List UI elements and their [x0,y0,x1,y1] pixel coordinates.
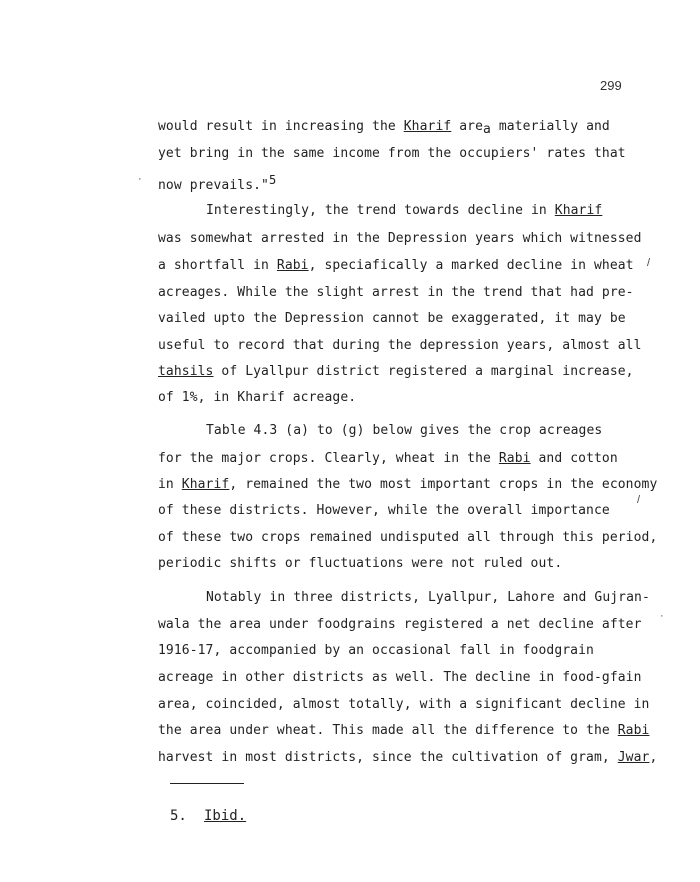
margin-tick-mark: / [647,257,651,269]
term-jwar: Jwar [617,750,650,765]
paragraph-4-line-6: the area under wheat. This made all the difference to the Rabi [158,723,650,738]
paragraph-4-line-4: acreage in other districts as well. The decline in food-gfain [158,670,642,685]
paragraph-4-line-2: wala the area under foodgrains registered a net decline after [158,617,642,632]
paragraph-1-line-2: yet bring in the same income from the occupiers' rates that [158,146,626,161]
paragraph-2-line-5: vailed upto the Depression cannot be exaggerated, it may be [158,311,626,326]
paragraph-2-line-6: useful to record that during the depression years, almost all [158,338,642,353]
margin-dot-mark: · [660,610,664,622]
paragraph-4-line-1: Notably in three districts, Lyallpur, Lahore and Gujran- [206,590,650,605]
paragraph-1-line-3: now prevails."$^5$ [158,173,277,193]
paragraph-2-line-7: tahsils of Lyallpur district registered a marginal increase, [158,364,634,379]
paragraph-4-line-7: harvest in most districts, since the cultivation of gram, Jwar, [158,750,658,765]
term-kharif: Kharif [403,119,452,134]
footnote-divider [170,783,244,784]
paragraph-3-line-5: of these two crops remained undisputed all through this period, [158,530,658,545]
paragraph-3-line-2: for the major crops. Clearly, wheat in the Rabi and cotton [158,451,618,466]
paragraph-2-line-2: was somewhat arrested in the Depression years which witnessed [158,231,642,246]
page-number: 299 [600,78,622,93]
paragraph-4-line-5: area, coincided, almost totally, with a significant decline in [158,697,650,712]
paragraph-3-line-3: in Kharif, remained the two most important crops in the economy [158,477,658,492]
margin-dot-mark: · [138,173,142,185]
term-rabi: Rabi [617,723,650,738]
term-kharif: Kharif [181,477,230,492]
paragraph-2-line-8: of 1%, in Kharif acreage. [158,390,357,405]
paragraph-2-line-3: a shortfall in Rabi, speciafically a marked decline in wheat [158,258,634,273]
paragraph-4-line-3: 1916-17, accompanied by an occasional fall in foodgrain [158,643,594,658]
term-rabi: Rabi [276,258,309,273]
paragraph-2-line-1: Interestingly, the trend towards decline in Kharif [206,203,603,218]
footnote-number: 5. [170,808,187,824]
footnote-text: Ibid. [204,808,247,824]
term-rabi: Rabi [498,451,531,466]
paragraph-3-line-4: of these districts. However, while the overall importance [158,503,610,518]
footnote-ref: 5 [268,173,277,187]
paragraph-2-line-4: acreages. While the slight arrest in the trend that had pre- [158,285,634,300]
paragraph-1-line-1: would result in increasing the Kharif area materially and [158,119,610,137]
paragraph-3-line-6: periodic shifts or fluctuations were not ruled out. [158,556,563,571]
margin-tick-mark: / [637,494,641,506]
paragraph-3-line-1: Table 4.3 (a) to (g) below gives the crop acreages [206,423,603,438]
term-kharif: Kharif [554,203,603,218]
term-tahsils: tahsils [158,364,214,379]
